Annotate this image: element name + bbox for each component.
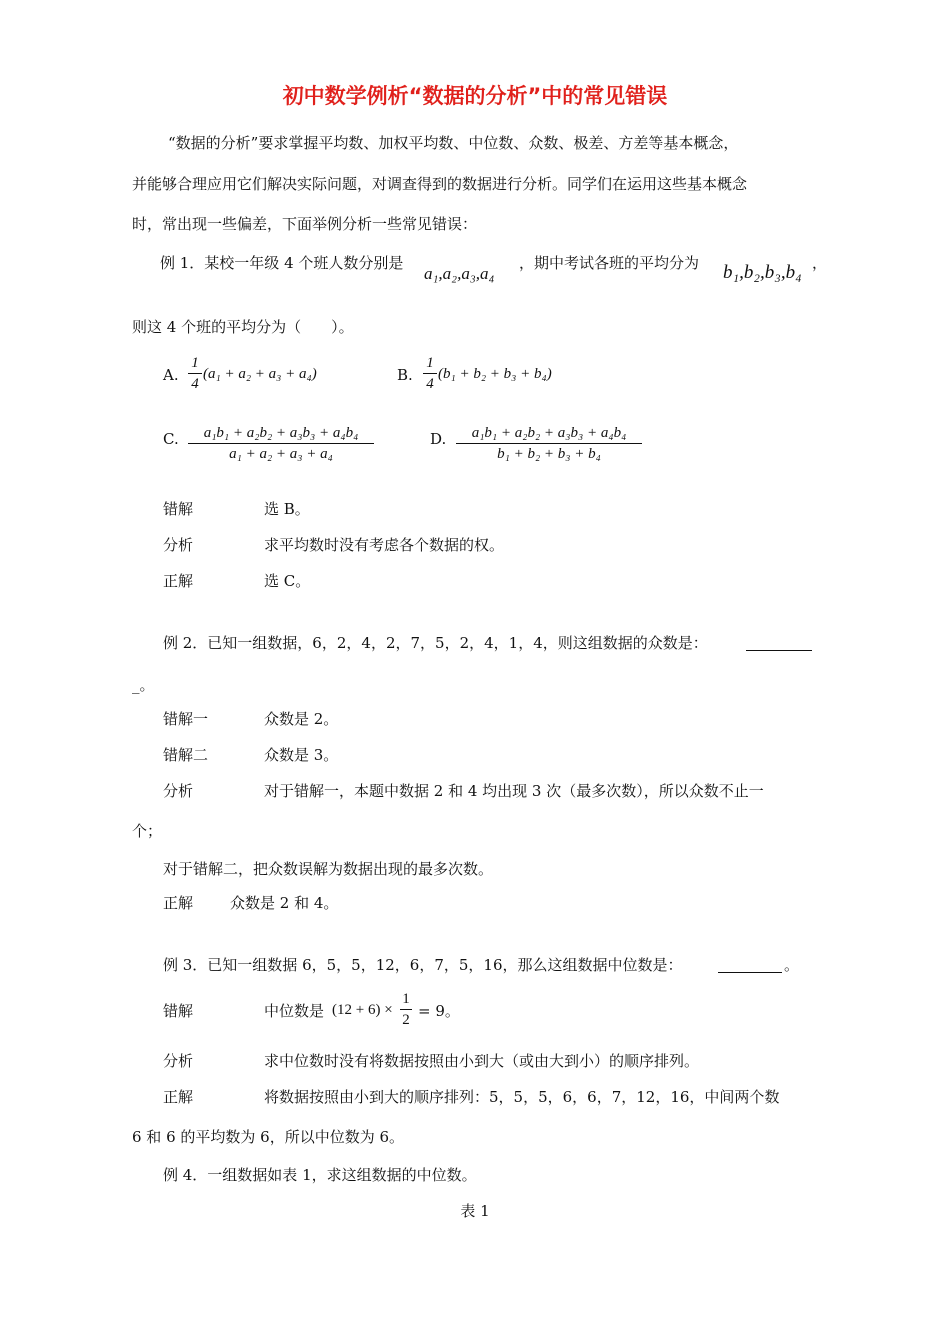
ex1-wrong-text: 选 B。 [264, 500, 310, 518]
ex2-analysis-line2: 对于错解二，把众数误解为数据出现的最多次数。 [163, 860, 494, 878]
ex1-question: 则这 4 个班的平均分为（ ）。 [132, 318, 354, 336]
ex1-correct-text: 选 C。 [264, 572, 311, 590]
option-a-denominator: 4 [191, 376, 199, 392]
ex3-answer-blank [718, 972, 782, 973]
ex2-stem-end: _。 [132, 676, 155, 694]
ex1-correct-label: 正解 [163, 572, 194, 590]
option-a-numerator: 1 [191, 355, 199, 371]
option-d-fraction [456, 424, 642, 463]
option-b-expression: (b₁ + b₂ + b₃ + b₄) [438, 366, 552, 382]
ex2-answer-blank [746, 650, 812, 651]
fraction-bar [456, 443, 642, 444]
ex1-wrong-label: 错解 [163, 500, 194, 518]
option-d-numerator: a₁b₁ + a₂b₂ + a₃b₃ + a₄b₄ [471, 425, 627, 441]
option-a-label: A. [163, 366, 179, 384]
ex1-stem-mid: ，期中考试各班的平均分为 [519, 254, 700, 272]
ex1-analysis-label: 分析 [163, 536, 194, 554]
fraction-bar [400, 1009, 412, 1010]
intro-line-3: 时，常出现一些偏差，下面举例分析一些常见错误： [132, 215, 478, 233]
ex2-stem: 例 2．已知一组数据，6，2，4，2，7，5，2，4，1，4，则这组数据的众数是： [163, 634, 708, 652]
ex3-analysis-label: 分析 [163, 1052, 194, 1070]
option-a-expression: (a₁ + a₂ + a₃ + a₄) [203, 366, 317, 382]
fraction-bar [188, 443, 374, 444]
intro-line-1: “数据的分析”要求掌握平均数、加权平均数、中位数、众数、极差、方差等基本概念， [168, 134, 739, 152]
option-c-label: C. [163, 430, 179, 448]
ex1-stem: 例 1．某校一年级 4 个班人数分别是 [160, 254, 404, 272]
ex3-half-fraction [400, 990, 412, 1029]
option-b-denominator: 4 [426, 376, 434, 392]
option-d-label: D. [430, 430, 447, 448]
ex2-analysis-label: 分析 [163, 782, 194, 800]
ex3-wrong-post: = 9。 [418, 1002, 460, 1020]
fraction-bar [188, 373, 202, 374]
table-caption: 表 1 [460, 1202, 490, 1220]
ex3-correct-label: 正解 [163, 1088, 194, 1106]
ex3-correct-text: 将数据按照由小到大的顺序排列：5，5，5，6，6，7，12，16，中间两个数 [264, 1088, 780, 1106]
ex1-stem-comma: ， [812, 254, 828, 272]
intro-line-2: 并能够合理应用它们解决实际问题，对调查得到的数据进行分析。同学们在运用这些基本概念 [132, 175, 748, 193]
ex2-wrong1-text: 众数是 2。 [264, 710, 339, 728]
ex2-correct-text: 众数是 2 和 4。 [230, 894, 339, 912]
option-b-fraction [423, 354, 437, 393]
ex1-b-sequence: b₁,b₂,b₃,b₄ [723, 262, 802, 283]
ex3-correct-cont: 6 和 6 的平均数为 6，所以中位数为 6。 [132, 1128, 405, 1146]
option-c-fraction [188, 424, 374, 463]
option-d-denominator: b₁ + b₂ + b₃ + b₄ [497, 446, 601, 462]
ex3-wrong-expression: (12 + 6) × [332, 1002, 393, 1018]
option-a-fraction [188, 354, 202, 393]
option-b-numerator: 1 [426, 355, 434, 371]
ex3-stem-end: 。 [784, 956, 800, 974]
ex1-analysis-text: 求平均数时没有考虑各个数据的权。 [264, 536, 505, 554]
ex3-analysis-text: 求中位数时没有将数据按照由小到大（或由大到小）的顺序排列。 [264, 1052, 700, 1070]
ex2-analysis-cont: 个； [132, 822, 163, 840]
page-title: 初中数学例析“数据的分析”中的常见错误 [282, 84, 668, 108]
ex3-wrong-label: 错解 [163, 1002, 194, 1020]
fraction-bar [423, 373, 437, 374]
ex3-stem: 例 3．已知一组数据 6，5，5，12，6，7，5，16，那么这组数据中位数是： [163, 956, 683, 974]
ex2-wrong2-text: 众数是 3。 [264, 746, 339, 764]
option-b-label: B. [397, 366, 413, 384]
ex2-correct-label: 正解 [163, 894, 194, 912]
option-c-numerator: a₁b₁ + a₂b₂ + a₃b₃ + a₄b₄ [203, 425, 359, 441]
ex4-stem: 例 4．一组数据如表 1，求这组数据的中位数。 [163, 1166, 477, 1184]
ex2-wrong2-label: 错解二 [163, 746, 209, 764]
ex2-analysis-text: 对于错解一，本题中数据 2 和 4 均出现 3 次（最多次数），所以众数不止一 [264, 782, 764, 800]
ex2-wrong1-label: 错解一 [163, 710, 209, 728]
ex1-a-sequence: a₁,a₂,a₃,a₄ [424, 264, 495, 283]
ex3-half-numerator: 1 [402, 991, 410, 1007]
ex3-wrong-pre: 中位数是 [264, 1002, 325, 1020]
option-c-denominator: a₁ + a₂ + a₃ + a₄ [229, 446, 333, 462]
ex3-half-denominator: 2 [402, 1012, 410, 1028]
